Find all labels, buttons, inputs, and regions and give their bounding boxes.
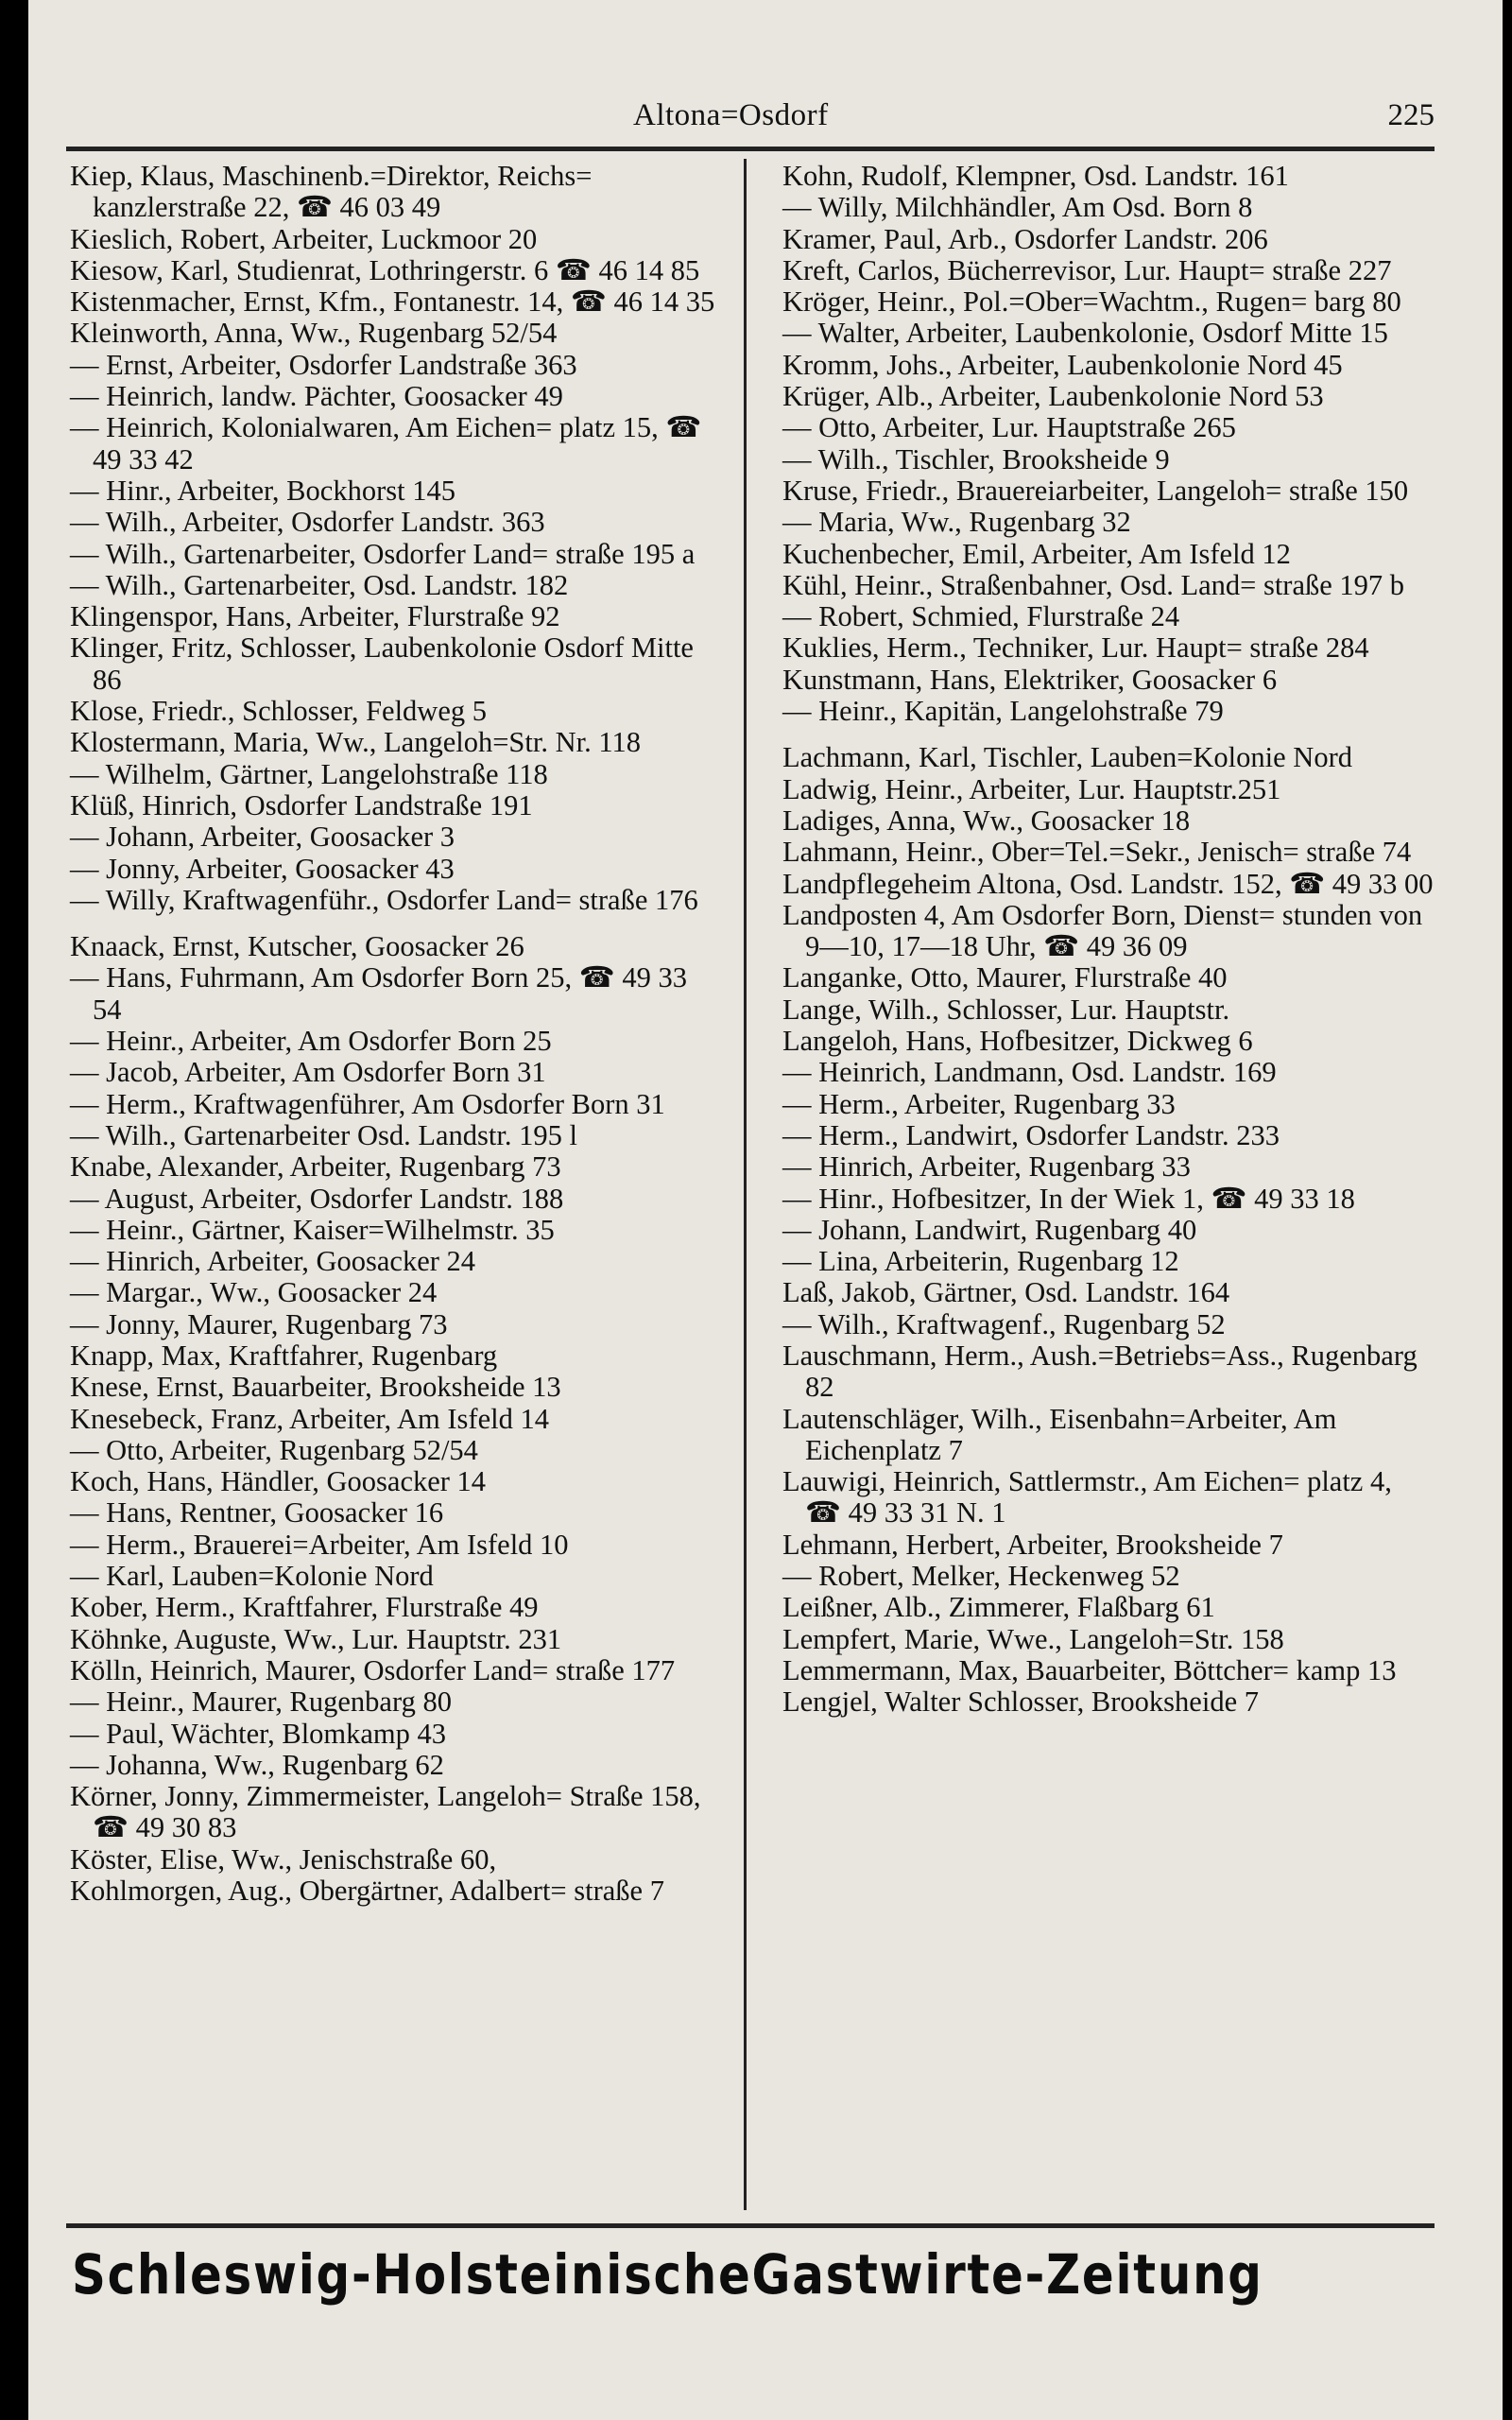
- directory-entry: Kiesow, Karl, Studienrat, Lothringerstr. 6 ☎ 46 14 85: [70, 253, 700, 286]
- page-number: 225: [1387, 98, 1435, 132]
- directory-entry: — Johanna, Ww., Rugenbarg 62: [70, 1748, 444, 1781]
- directory-entry: — Hinr., Arbeiter, Bockhorst 145: [70, 474, 455, 507]
- directory-entry: — Johann, Landwirt, Rugenbarg 40: [782, 1213, 1197, 1246]
- directory-entry: Kreft, Carlos, Bücherrevisor, Lur. Haupt= straße 227: [782, 253, 1392, 286]
- directory-entry: Knese, Ernst, Bauarbeiter, Brooksheide 13: [70, 1371, 561, 1404]
- directory-entry: — Jacob, Arbeiter, Am Osdorfer Born 31: [70, 1056, 546, 1089]
- directory-entry: Lengjel, Walter Schlosser, Brooksheide 7: [782, 1685, 1259, 1719]
- directory-entry: — Jonny, Arbeiter, Goosacker 43: [70, 852, 455, 885]
- directory-entry: — Herm., Arbeiter, Rugenbarg 33: [782, 1087, 1176, 1120]
- directory-entry: — Walter, Arbeiter, Laubenkolonie, Osdorf Mitte 15: [782, 317, 1388, 350]
- directory-entry: — Hinrich, Arbeiter, Goosacker 24: [70, 1245, 476, 1278]
- directory-entry: Langanke, Otto, Maurer, Flurstraße 40: [782, 961, 1228, 994]
- directory-entry: Lempfert, Marie, Wwe., Langeloh=Str. 158: [782, 1622, 1284, 1655]
- directory-entry: — Herm., Brauerei=Arbeiter, Am Isfeld 10: [70, 1528, 569, 1561]
- directory-entry: — Wilhelm, Gärtner, Langelohstraße 118: [70, 757, 548, 790]
- directory-entry: Klose, Friedr., Schlosser, Feldweg 5: [70, 695, 487, 728]
- directory-entry: Kölln, Heinrich, Maurer, Osdorfer Land= straße 177: [70, 1653, 676, 1686]
- directory-entry: Lange, Wilh., Schlosser, Lur. Hauptstr.: [782, 993, 1230, 1026]
- directory-entry: Lehmann, Herbert, Arbeiter, Brooksheide 7: [782, 1528, 1283, 1561]
- directory-entry: Koch, Hans, Händler, Goosacker 14: [70, 1465, 487, 1498]
- directory-entry: — Willy, Milchhändler, Am Osd. Born 8: [782, 191, 1253, 224]
- directory-entry: — Herm., Landwirt, Osdorfer Landstr. 233: [782, 1118, 1280, 1151]
- directory-entry: — Wilh., Gartenarbeiter Osd. Landstr. 195 l: [70, 1118, 577, 1151]
- directory-entry: Kröger, Heinr., Pol.=Ober=Wachtm., Rugen= barg 80: [782, 285, 1401, 319]
- directory-entry: Klostermann, Maria, Ww., Langeloh=Str. Nr. 118: [70, 726, 641, 759]
- directory-entry: — Willy, Kraftwagenführ., Osdorfer Land= straße 176: [70, 883, 698, 916]
- directory-entry: Lemmermann, Max, Bauarbeiter, Böttcher= kamp 13: [782, 1653, 1397, 1686]
- directory-entry: — Ernst, Arbeiter, Osdorfer Landstraße 363: [70, 348, 577, 381]
- directory-entry: — Wilh., Gartenarbeiter, Osd. Landstr. 182: [70, 568, 569, 601]
- directory-entry: — Heinr., Maurer, Rugenbarg 80: [70, 1685, 452, 1719]
- directory-entry: — Johann, Arbeiter, Goosacker 3: [70, 821, 455, 854]
- header-rule: [66, 147, 1435, 151]
- directory-entry: Lauschmann, Herm., Aush.=Betriebs=Ass., Rugenbarg 82: [782, 1339, 1418, 1404]
- directory-entry: — Heinrich, landw. Pächter, Goosacker 49: [70, 380, 563, 413]
- directory-entry: — Heinr., Gärtner, Kaiser=Wilhelmstr. 35: [70, 1213, 555, 1246]
- directory-entry: Kühl, Heinr., Straßenbahner, Osd. Land= straße 197 b: [782, 568, 1405, 601]
- directory-entry: — Lina, Arbeiterin, Rugenbarg 12: [782, 1245, 1179, 1278]
- directory-entry: Klingenspor, Hans, Arbeiter, Flurstraße 92: [70, 600, 560, 633]
- directory-entry: Lautenschläger, Wilh., Eisenbahn=Arbeiter, Am Eichenplatz 7: [782, 1402, 1337, 1466]
- directory-entry: Landpflegeheim Altona, Osd. Landstr. 152, ☎ 49 33 00: [782, 867, 1434, 900]
- directory-entry: — Robert, Melker, Heckenweg 52: [782, 1560, 1180, 1593]
- directory-entry: — Maria, Ww., Rugenbarg 32: [782, 506, 1131, 539]
- directory-entry: Köster, Elise, Ww., Jenischstraße 60,: [70, 1842, 497, 1876]
- directory-entry: — Wilh., Tischler, Brooksheide 9: [782, 442, 1170, 475]
- directory-entry: Kohn, Rudolf, Klempner, Osd. Landstr. 161: [782, 160, 1289, 192]
- directory-entry: Lauwigi, Heinrich, Sattlermstr., Am Eichen= platz 4, ☎ 49 33 31 N. 1: [782, 1465, 1392, 1530]
- directory-entry: — August, Arbeiter, Osdorfer Landstr. 188: [70, 1182, 564, 1215]
- directory-entry: Leißner, Alb., Zimmerer, Flaßbarg 61: [782, 1591, 1215, 1624]
- directory-entry: — Heinr., Kapitän, Langelohstraße 79: [782, 695, 1224, 728]
- footer-banner: Schleswig-HolsteinischeGastwirte-Zeitung: [72, 2242, 1263, 2307]
- directory-entry: — Margar., Ww., Goosacker 24: [70, 1276, 438, 1309]
- directory-entry: Krüger, Alb., Arbeiter, Laubenkolonie Nord 53: [782, 380, 1324, 413]
- directory-page: [28, 0, 1503, 2420]
- directory-entry: — Paul, Wächter, Blomkamp 43: [70, 1717, 447, 1750]
- directory-entry: — Robert, Schmied, Flurstraße 24: [782, 600, 1180, 633]
- directory-entry: Langeloh, Hans, Hofbesitzer, Dickweg 6: [782, 1025, 1253, 1058]
- directory-entry: Kiep, Klaus, Maschinenb.=Direktor, Reichs= kanzlerstraße 22, ☎ 46 03 49: [70, 160, 593, 224]
- directory-entry: Kistenmacher, Ernst, Kfm., Fontanestr. 14, ☎ 46 14 35: [70, 285, 715, 319]
- directory-entry: Kieslich, Robert, Arbeiter, Luckmoor 20: [70, 222, 538, 255]
- directory-entry: — Jonny, Maurer, Rugenbarg 73: [70, 1307, 448, 1340]
- directory-entry: Klüß, Hinrich, Osdorfer Landstraße 191: [70, 788, 533, 821]
- directory-entry: — Otto, Arbeiter, Lur. Hauptstraße 265: [782, 411, 1236, 444]
- directory-entry: Kober, Herm., Kraftfahrer, Flurstraße 49: [70, 1591, 539, 1624]
- directory-entry: — Karl, Lauben=Kolonie Nord: [70, 1560, 434, 1593]
- directory-entry: — Wilh., Kraftwagenf., Rugenbarg 52: [782, 1307, 1226, 1340]
- directory-entry: — Hans, Fuhrmann, Am Osdorfer Born 25, ☎ 49 33 54: [70, 961, 688, 1026]
- directory-entry: Kleinworth, Anna, Ww., Rugenbarg 52/54: [70, 317, 558, 350]
- directory-entry: — Herm., Kraftwagenführer, Am Osdorfer Born 31: [70, 1087, 665, 1120]
- directory-entry: Knapp, Max, Kraftfahrer, Rugenbarg: [70, 1339, 498, 1372]
- directory-entry: — Heinrich, Landmann, Osd. Landstr. 169: [782, 1056, 1277, 1089]
- directory-entry: Lahmann, Heinr., Ober=Tel.=Sekr., Jenisch= straße 74: [782, 836, 1412, 869]
- directory-entry: — Otto, Arbeiter, Rugenbarg 52/54: [70, 1433, 478, 1466]
- directory-entry: — Heinrich, Kolonialwaren, Am Eichen= platz 15, ☎ 49 33 42: [70, 411, 702, 475]
- directory-entry: Kuchenbecher, Emil, Arbeiter, Am Isfeld 12: [782, 537, 1291, 570]
- directory-entry: — Hinrich, Arbeiter, Rugenbarg 33: [782, 1150, 1191, 1184]
- page-title: Altona=Osdorf: [633, 98, 829, 132]
- directory-entry: Kramer, Paul, Arb., Osdorfer Landstr. 206: [782, 222, 1268, 255]
- footer-rule: [66, 2223, 1435, 2228]
- directory-entry: — Wilh., Gartenarbeiter, Osdorfer Land= straße 195 a: [70, 537, 696, 570]
- left-column: [70, 161, 722, 1907]
- directory-entry: Ladwig, Heinr., Arbeiter, Lur. Hauptstr.251: [782, 772, 1281, 805]
- column-divider: [744, 159, 747, 2210]
- directory-entry: — Heinr., Arbeiter, Am Osdorfer Born 25: [70, 1025, 552, 1058]
- directory-entry: Kuklies, Herm., Techniker, Lur. Haupt= straße 284: [782, 631, 1369, 665]
- page-header: [66, 98, 1435, 146]
- directory-entry: Kohlmorgen, Aug., Obergärtner, Adalbert= straße 7: [70, 1875, 664, 1908]
- directory-entry: — Wilh., Arbeiter, Osdorfer Landstr. 363: [70, 506, 545, 539]
- directory-entry: Körner, Jonny, Zimmermeister, Langeloh= Straße 158, ☎ 49 30 83: [70, 1780, 701, 1844]
- directory-entry: — Hinr., Hofbesitzer, In der Wiek 1, ☎ 49 33 18: [782, 1182, 1355, 1215]
- directory-entry: Knaack, Ernst, Kutscher, Goosacker 26: [70, 930, 524, 963]
- directory-entry: Kromm, Johs., Arbeiter, Laubenkolonie Nord 45: [782, 348, 1343, 381]
- directory-entry: Kunstmann, Hans, Elektriker, Goosacker 6: [782, 663, 1278, 696]
- directory-entry: Laß, Jakob, Gärtner, Osd. Landstr. 164: [782, 1276, 1230, 1309]
- directory-entry: — Hans, Rentner, Goosacker 16: [70, 1496, 444, 1530]
- directory-entry: Köhnke, Auguste, Ww., Lur. Hauptstr. 231: [70, 1622, 562, 1655]
- directory-entry: Knesebeck, Franz, Arbeiter, Am Isfeld 14: [70, 1402, 549, 1435]
- directory-entry: Ladiges, Anna, Ww., Goosacker 18: [782, 804, 1191, 837]
- directory-entry: Klinger, Fritz, Schlosser, Laubenkolonie Osdorf Mitte 86: [70, 631, 694, 696]
- directory-entry: Knabe, Alexander, Arbeiter, Rugenbarg 73: [70, 1150, 561, 1184]
- right-column: [782, 161, 1435, 1719]
- directory-entry: Kruse, Friedr., Brauereiarbeiter, Langeloh= straße 150: [782, 474, 1409, 507]
- directory-entry: Lachmann, Karl, Tischler, Lauben=Kolonie Nord: [782, 741, 1352, 774]
- directory-entry: Landposten 4, Am Osdorfer Born, Dienst= stunden von 9—10, 17—18 Uhr, ☎ 49 36 09: [782, 898, 1423, 963]
